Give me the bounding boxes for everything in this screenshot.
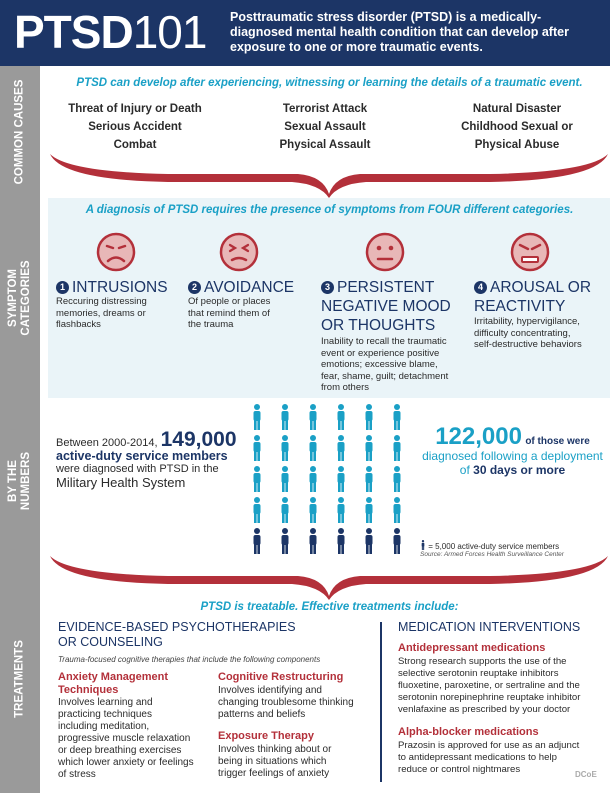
person-icon [336, 466, 346, 492]
anxiety-management-title: Anxiety Management Techniques [58, 671, 169, 696]
exposure-therapy-desc: Involves thinking about or being in situations which trigger feelings of anxiety [218, 744, 332, 779]
category-intrusions-desc: Reccuring distressing memories, dreams or flashbacks [56, 296, 147, 330]
person-icon [308, 435, 318, 461]
cognitive-restructuring-title: Cognitive Restructuring [218, 671, 344, 683]
logo: PTSD101 [14, 6, 207, 58]
person-icon [308, 466, 318, 492]
alpha-blocker-desc: Prazosin is approved for use as an adjunct to antidepressant medications to help reduce or control nightmares [398, 740, 580, 775]
person-icon [252, 435, 262, 461]
source-note: Source: Armed Forces Health Surveillance Center [420, 551, 564, 558]
causes-column-3: Natural Disaster Childhood Sexual or Physical Abuse [461, 103, 573, 151]
person-icon [364, 404, 374, 430]
causes-column-1: Threat of Injury or Death Serious Accident Combat [68, 103, 202, 151]
alpha-blocker-title: Alpha-blocker medications [398, 726, 539, 738]
person-icon [280, 528, 290, 554]
person-icon [364, 528, 374, 554]
psychotherapies-subtitle: Trauma-focused cognitive therapies that include the following components [58, 655, 321, 664]
category-avoidance-desc: Of people or places that remind them of the trauma [188, 296, 271, 330]
person-icon [364, 435, 374, 461]
person-icon [252, 466, 262, 492]
distressed-face-icon [96, 232, 136, 272]
squinting-face-icon [219, 232, 259, 272]
person-icon [280, 435, 290, 461]
person-icon [392, 497, 402, 523]
medication-heading: MEDICATION INTERVENTIONS [398, 620, 581, 634]
brace-divider-2 [48, 552, 610, 600]
person-icon [336, 497, 346, 523]
person-icon [280, 466, 290, 492]
neutral-face-icon [365, 232, 405, 272]
person-icon [252, 497, 262, 523]
dcoe-credit: DCoE [575, 770, 597, 779]
person-icon [392, 528, 402, 554]
category-arousal-desc: Irritability, hypervigilance, difficulty concentrating, self-destructive behaviors [474, 316, 582, 350]
angry-face-icon [510, 232, 550, 272]
header-description: Posttraumatic stress disorder (PTSD) is a medically-diagnosed mental health condition that can develop after exposure to one or more traumatic events. [230, 10, 569, 54]
person-icon [392, 435, 402, 461]
section-label-symptoms: SYMPTOM CATEGORIES [0, 198, 44, 398]
person-icon [280, 404, 290, 430]
category-avoidance-title: 2 AVOIDANCE [188, 278, 294, 297]
person-icon [336, 528, 346, 554]
category-negative-mood-desc: Inability to recall the traumatic event or experience positive emotions; excessive blame, fear, shame, guilt; detachment from others [321, 336, 449, 393]
person-icon [308, 497, 318, 523]
person-icon [336, 404, 346, 430]
column-divider [380, 622, 382, 782]
category-negative-mood-title: 3 PERSISTENT NEGATIVE MOOD OR THOUGHTS [321, 279, 451, 334]
person-icon [392, 404, 402, 430]
stat-122000: 122,000 of those were diagnosed following a deployment of 30 days or more [422, 423, 603, 477]
brace-divider-1 [48, 150, 610, 198]
section-label-causes: COMMON CAUSES [0, 66, 44, 198]
icon-legend: = 5,000 active-duty service members [420, 540, 559, 551]
causes-column-2: Terrorist Attack Sexual Assault Physical Assault [279, 103, 371, 151]
person-icon [252, 528, 262, 554]
header-banner [0, 0, 610, 66]
person-legend-icon [420, 540, 426, 550]
cognitive-restructuring-desc: Involves identifying and changing troublesome thinking patterns and beliefs [218, 685, 354, 720]
category-arousal-title: 4 AROUSAL OR REACTIVITY [474, 279, 592, 315]
person-icon [280, 497, 290, 523]
antidepressant-desc: Strong research supports the use of the selective serotonin reuptake inhibitors fluoxetine, paroxetine, or sertraline and the serotonin norepinephrine reuptake inhibitor venlafaxine as prescribed by your doctor [398, 656, 581, 715]
category-intrusions-title: 1 INTRUSIONS [56, 278, 168, 297]
psychotherapies-heading: EVIDENCE-BASED PSYCHOTHERAPIES OR COUNSELING [58, 620, 296, 649]
person-icon [308, 404, 318, 430]
causes-intro: PTSD can develop after experiencing, witnessing or learning the details of a traumatic event. [76, 77, 583, 89]
person-icon [364, 466, 374, 492]
person-icon [364, 497, 374, 523]
section-label-numbers: BY THE NUMBERS [0, 398, 44, 564]
symptoms-intro: A diagnosis of PTSD requires the presence of symptoms from FOUR different categories. [85, 204, 574, 216]
section-label-treatments: TREATMENTS [0, 564, 44, 793]
person-icon-grid [248, 402, 418, 562]
person-icon [392, 466, 402, 492]
treatments-intro: PTSD is treatable. Effective treatments include: [200, 601, 459, 613]
person-icon [336, 435, 346, 461]
anxiety-management-desc: Involves learning and practicing techniques including meditation, progressive muscle relaxation or deep breathing exercises which lower anxiety or feelings of stress [58, 697, 194, 780]
antidepressant-title: Antidepressant medications [398, 642, 546, 654]
stat-149000: Between 2000-2014, 149,000 active-duty service members were diagnosed with PTSD in the Military Health System [56, 428, 237, 490]
person-icon [308, 528, 318, 554]
exposure-therapy-title: Exposure Therapy [218, 730, 314, 742]
person-icon [252, 404, 262, 430]
